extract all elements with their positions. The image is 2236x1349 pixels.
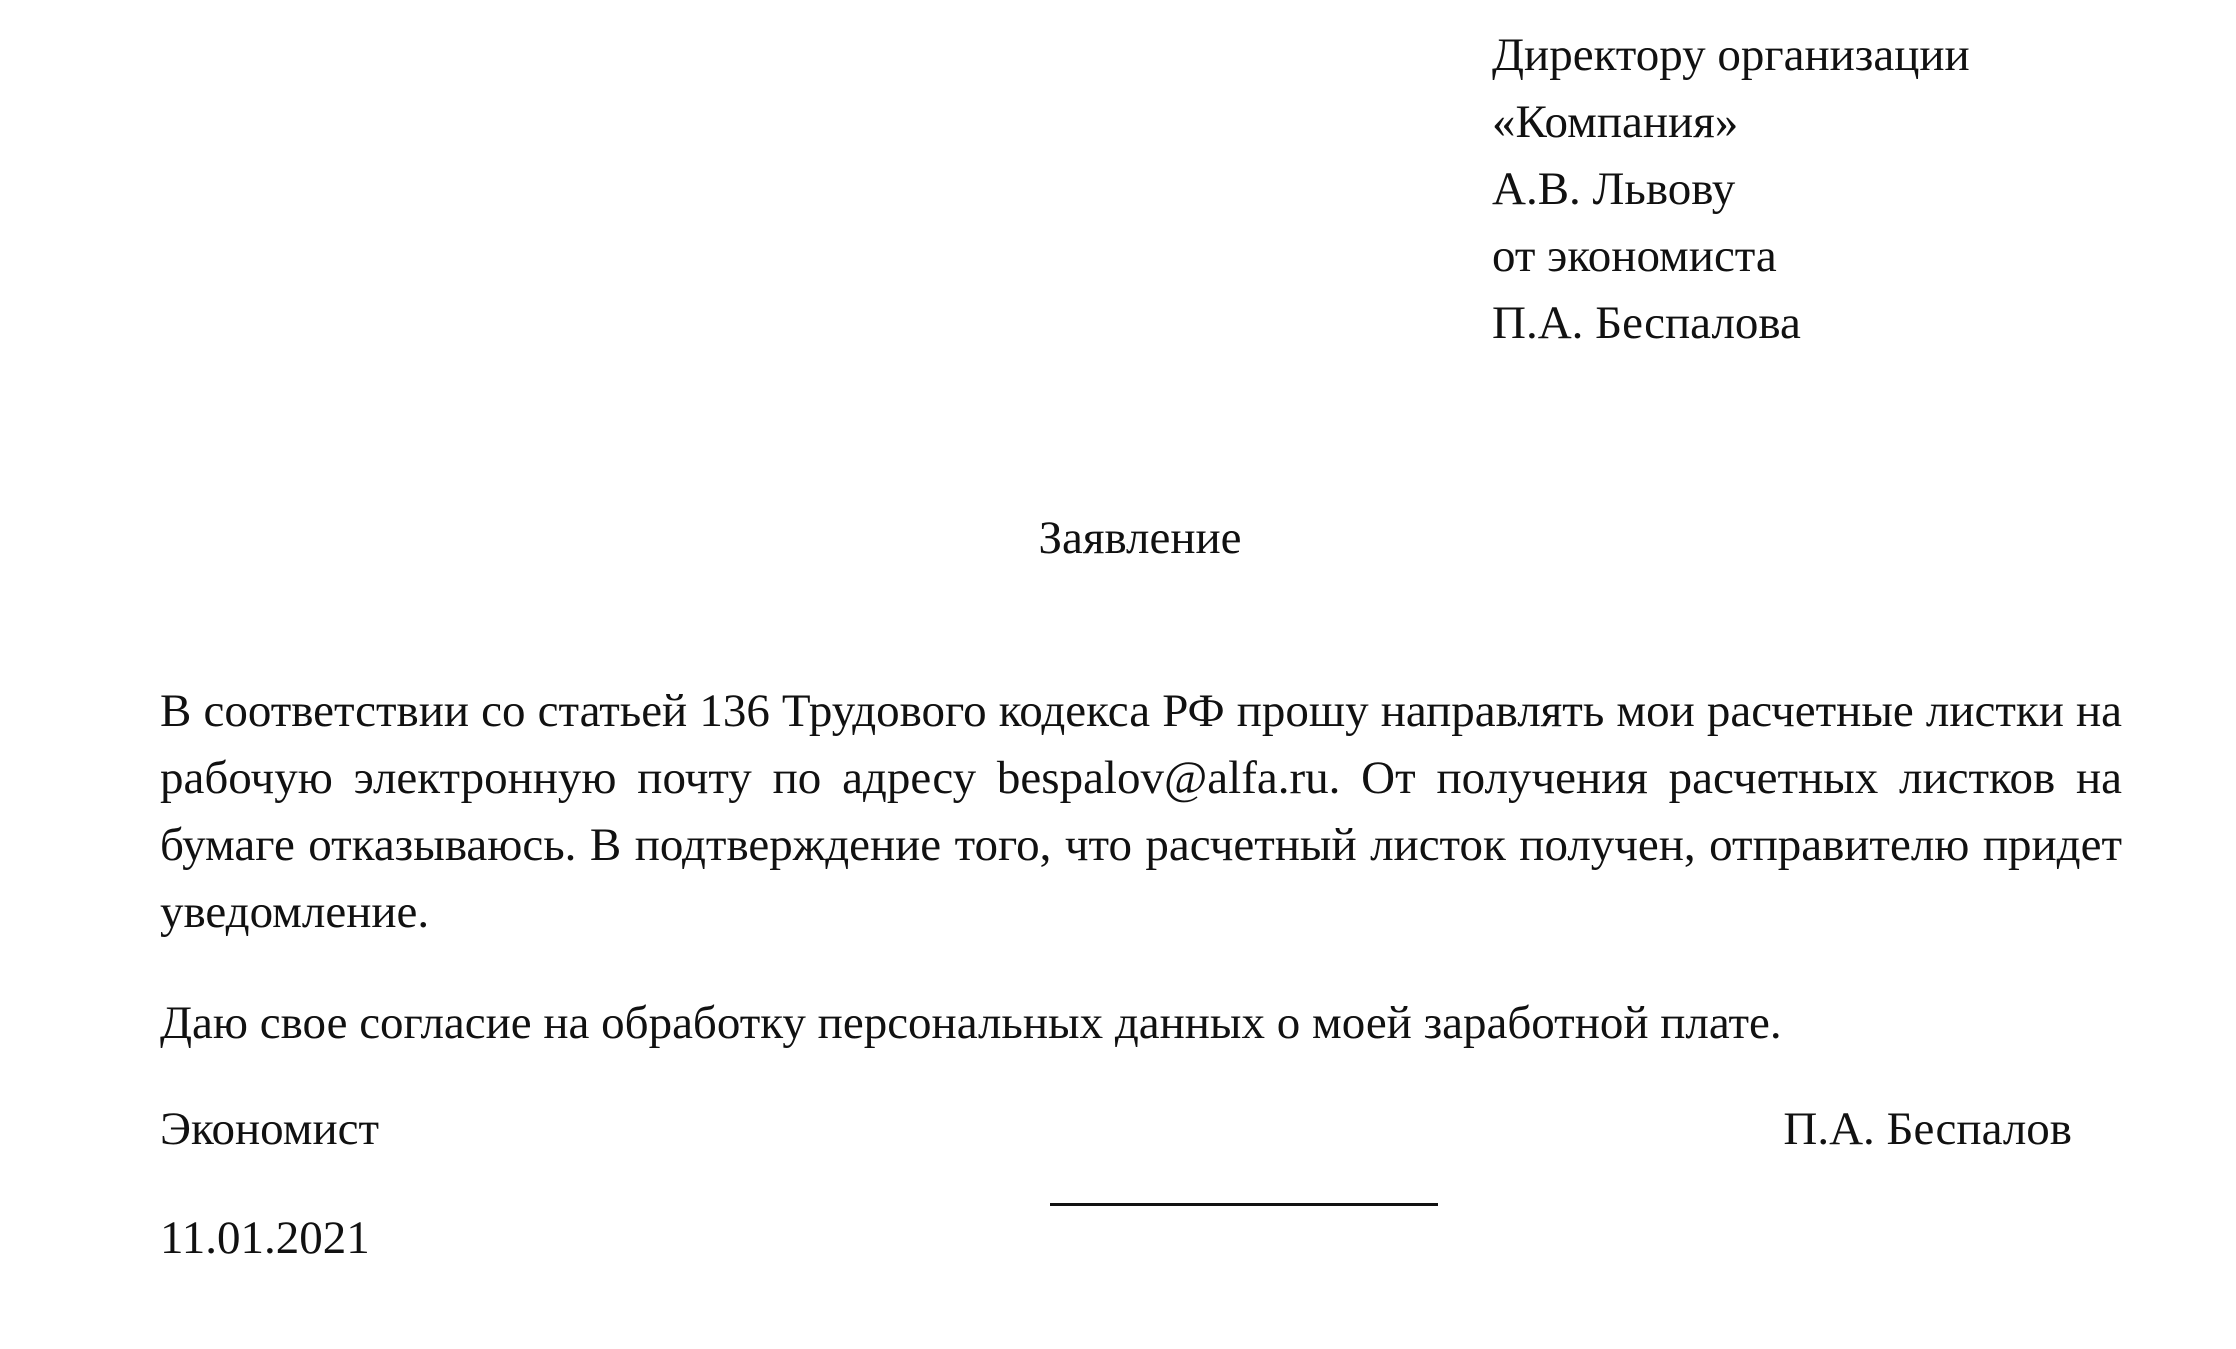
document-title: Заявление — [1038, 512, 1242, 564]
addressee-line-recipient: А.В. Львову — [1492, 163, 1736, 215]
signer-position: Экономист — [160, 1103, 380, 1155]
document-date: 11.01.2021 — [160, 1212, 370, 1264]
addressee-line-from: от экономиста — [1492, 230, 1777, 282]
request-paragraph: В соответствии со статьей 136 Трудового кодекса РФ прошу направлять мои расчетные листки на рабочую электронную почту по адресу bespalov@alfa.ru. От получения расчетных листков на бумаге отказываюсь. В подтверждение того, что расчетный листок получен, отправителю придет уведомление. — [160, 685, 2122, 938]
addressee-block — [1492, 22, 1970, 357]
addressee-line-company: «Компания» — [1492, 96, 1739, 148]
addressee-line-director: Директору организации — [1492, 29, 1970, 81]
addressee-line-sender: П.А. Беспалова — [1492, 297, 1801, 349]
signer-name: П.А. Беспалов — [1783, 1103, 2072, 1155]
signature-line — [1050, 1203, 1438, 1206]
consent-paragraph: Даю свое согласие на обработку персональных данных о моей заработной плате. — [160, 997, 1782, 1049]
